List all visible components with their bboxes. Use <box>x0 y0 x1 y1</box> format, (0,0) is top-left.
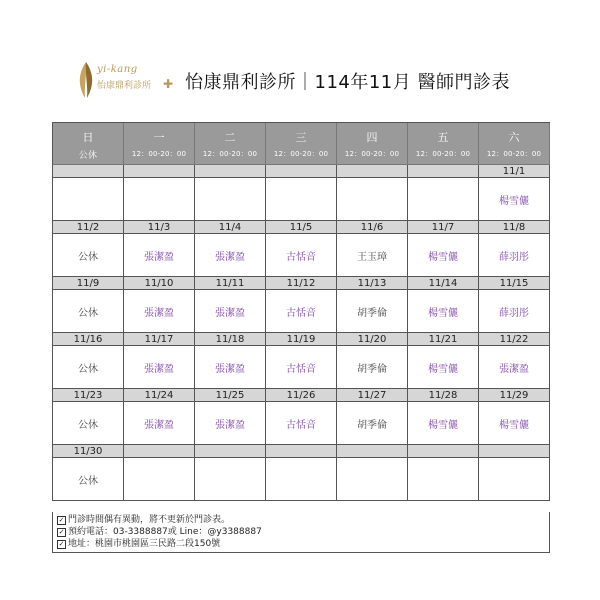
closed-cell: 公休 <box>52 234 124 277</box>
doctor-row <box>52 290 550 333</box>
date-cell <box>408 165 479 178</box>
doctor-cell: 張潔盈 <box>124 346 195 389</box>
doctor-row <box>52 346 550 389</box>
date-cell <box>124 445 195 458</box>
date-cell: 11/26 <box>266 389 337 402</box>
date-cell: 11/25 <box>195 389 266 402</box>
doctor-cell <box>479 458 550 501</box>
closed-cell: 公休 <box>52 458 124 501</box>
doctor-cell <box>124 178 195 221</box>
footer-notes <box>52 512 550 553</box>
date-cell: 11/30 <box>52 445 124 458</box>
weekday-label: 四 <box>366 131 378 144</box>
footer-note: ✓ 門診時間偶有異動，將不更新於門診表。 <box>58 515 231 525</box>
checkbox-icon: ✓ <box>58 528 65 536</box>
doctor-cell: 胡季倫 <box>337 402 408 445</box>
weekday-header-cell <box>195 123 266 165</box>
date-cell <box>479 445 550 458</box>
doctor-cell: 楊雪儷 <box>408 346 479 389</box>
weekday-label: 日 <box>82 131 94 144</box>
weekday-header-cell <box>124 123 195 165</box>
date-cell: 11/16 <box>52 333 124 346</box>
date-row <box>52 277 550 290</box>
doctor-cell: 古恬音 <box>266 402 337 445</box>
closed-cell: 公休 <box>52 402 124 445</box>
date-row <box>52 389 550 402</box>
weekday-header-row <box>52 122 550 165</box>
doctor-cell <box>408 458 479 501</box>
doctor-row <box>52 458 550 501</box>
doctor-cell: 張潔盈 <box>124 402 195 445</box>
page-title: 怡康鼎利診所｜114年11月 醫師門診表 <box>185 72 510 93</box>
closed-cell: 公休 <box>52 290 124 333</box>
doctor-cell: 薛羽彤 <box>479 234 550 277</box>
date-cell <box>266 165 337 178</box>
date-cell: 11/20 <box>337 333 408 346</box>
doctor-cell: 楊雪儷 <box>408 290 479 333</box>
footer-address: ✓ 地址：桃園市桃園區三民路二段150號 <box>58 539 221 549</box>
weekday-label: 一 <box>153 131 165 144</box>
closed-cell: 公休 <box>52 346 124 389</box>
doctor-cell: 張潔盈 <box>195 346 266 389</box>
doctor-cell <box>266 458 337 501</box>
doctor-cell: 張潔盈 <box>479 346 550 389</box>
date-row <box>52 445 550 458</box>
doctor-cell: 薛羽彤 <box>479 290 550 333</box>
date-cell: 11/10 <box>124 277 195 290</box>
date-cell <box>124 165 195 178</box>
weekday-header-cell <box>52 123 124 165</box>
doctor-cell: 張潔盈 <box>124 234 195 277</box>
date-cell: 11/28 <box>408 389 479 402</box>
date-cell: 11/17 <box>124 333 195 346</box>
doctor-cell: 胡季倫 <box>337 346 408 389</box>
date-cell: 11/29 <box>479 389 550 402</box>
date-cell <box>337 445 408 458</box>
clinic-logo <box>75 60 175 100</box>
doctor-row <box>52 234 550 277</box>
date-cell: 11/18 <box>195 333 266 346</box>
doctor-cell: 楊雪儷 <box>479 178 550 221</box>
date-cell: 11/23 <box>52 389 124 402</box>
doctor-cell: 楊雪儷 <box>479 402 550 445</box>
date-cell: 11/22 <box>479 333 550 346</box>
doctor-row <box>52 178 550 221</box>
date-row <box>52 333 550 346</box>
logo-leaf-icon <box>75 60 97 100</box>
schedule-table <box>52 122 550 501</box>
footer-phone: ✓ 預約電話：03-3388887或 Line：@y3388887 <box>58 527 262 537</box>
page-header <box>75 60 535 100</box>
doctor-cell: 張潔盈 <box>195 234 266 277</box>
date-cell <box>52 165 124 178</box>
clinic-hours-label: 12：00-20：00 <box>415 150 471 158</box>
weekday-header-cell <box>408 123 479 165</box>
doctor-cell: 古恬音 <box>266 346 337 389</box>
logo-script-text: yi-kang <box>97 64 138 75</box>
logo-subtitle: 怡康鼎利診所 <box>97 81 152 91</box>
doctor-cell <box>195 178 266 221</box>
logo-cross-icon: ✚ <box>163 77 174 91</box>
doctor-row <box>52 402 550 445</box>
date-cell: 11/6 <box>337 221 408 234</box>
date-cell: 11/7 <box>408 221 479 234</box>
checkbox-icon: ✓ <box>58 516 65 524</box>
clinic-hours-label: 12：00-20：00 <box>131 150 187 158</box>
clinic-hours-label: 12：00-20：00 <box>486 150 542 158</box>
date-cell: 11/8 <box>479 221 550 234</box>
date-cell: 11/9 <box>52 277 124 290</box>
doctor-cell: 張潔盈 <box>195 290 266 333</box>
doctor-cell: 王玉璋 <box>337 234 408 277</box>
date-cell: 11/19 <box>266 333 337 346</box>
clinic-hours-label: 12：00-20：00 <box>344 150 400 158</box>
weekday-label: 五 <box>437 131 449 144</box>
date-cell <box>266 445 337 458</box>
date-cell: 11/5 <box>266 221 337 234</box>
weekday-label: 三 <box>295 131 307 144</box>
weekday-header-cell <box>266 123 337 165</box>
date-cell <box>195 445 266 458</box>
doctor-cell <box>124 458 195 501</box>
date-row <box>52 221 550 234</box>
date-cell: 11/4 <box>195 221 266 234</box>
doctor-cell: 楊雪儷 <box>408 234 479 277</box>
doctor-cell: 古恬音 <box>266 290 337 333</box>
weekday-label: 六 <box>508 131 520 144</box>
doctor-cell <box>337 178 408 221</box>
weekday-header-cell <box>337 123 408 165</box>
date-cell <box>408 445 479 458</box>
doctor-cell <box>266 178 337 221</box>
clinic-hours-label: 公休 <box>78 151 98 161</box>
weekday-label: 二 <box>224 131 236 144</box>
checkbox-icon: ✓ <box>58 540 65 548</box>
doctor-cell <box>337 458 408 501</box>
date-cell: 11/1 <box>479 165 550 178</box>
date-cell <box>337 165 408 178</box>
date-cell: 11/12 <box>266 277 337 290</box>
date-cell: 11/21 <box>408 333 479 346</box>
weekday-header-cell <box>479 123 550 165</box>
date-cell: 11/14 <box>408 277 479 290</box>
date-cell: 11/13 <box>337 277 408 290</box>
doctor-cell: 楊雪儷 <box>408 402 479 445</box>
date-row <box>52 165 550 178</box>
doctor-cell: 張潔盈 <box>124 290 195 333</box>
date-cell: 11/27 <box>337 389 408 402</box>
doctor-cell: 張潔盈 <box>195 402 266 445</box>
clinic-hours-label: 12：00-20：00 <box>273 150 329 158</box>
date-cell <box>195 165 266 178</box>
doctor-cell <box>195 458 266 501</box>
date-cell: 11/15 <box>479 277 550 290</box>
date-cell: 11/24 <box>124 389 195 402</box>
doctor-cell: 胡季倫 <box>337 290 408 333</box>
clinic-hours-label: 12：00-20：00 <box>202 150 258 158</box>
doctor-cell: 古恬音 <box>266 234 337 277</box>
doctor-cell <box>52 178 124 221</box>
date-cell: 11/11 <box>195 277 266 290</box>
date-cell: 11/3 <box>124 221 195 234</box>
doctor-cell <box>408 178 479 221</box>
date-cell: 11/2 <box>52 221 124 234</box>
